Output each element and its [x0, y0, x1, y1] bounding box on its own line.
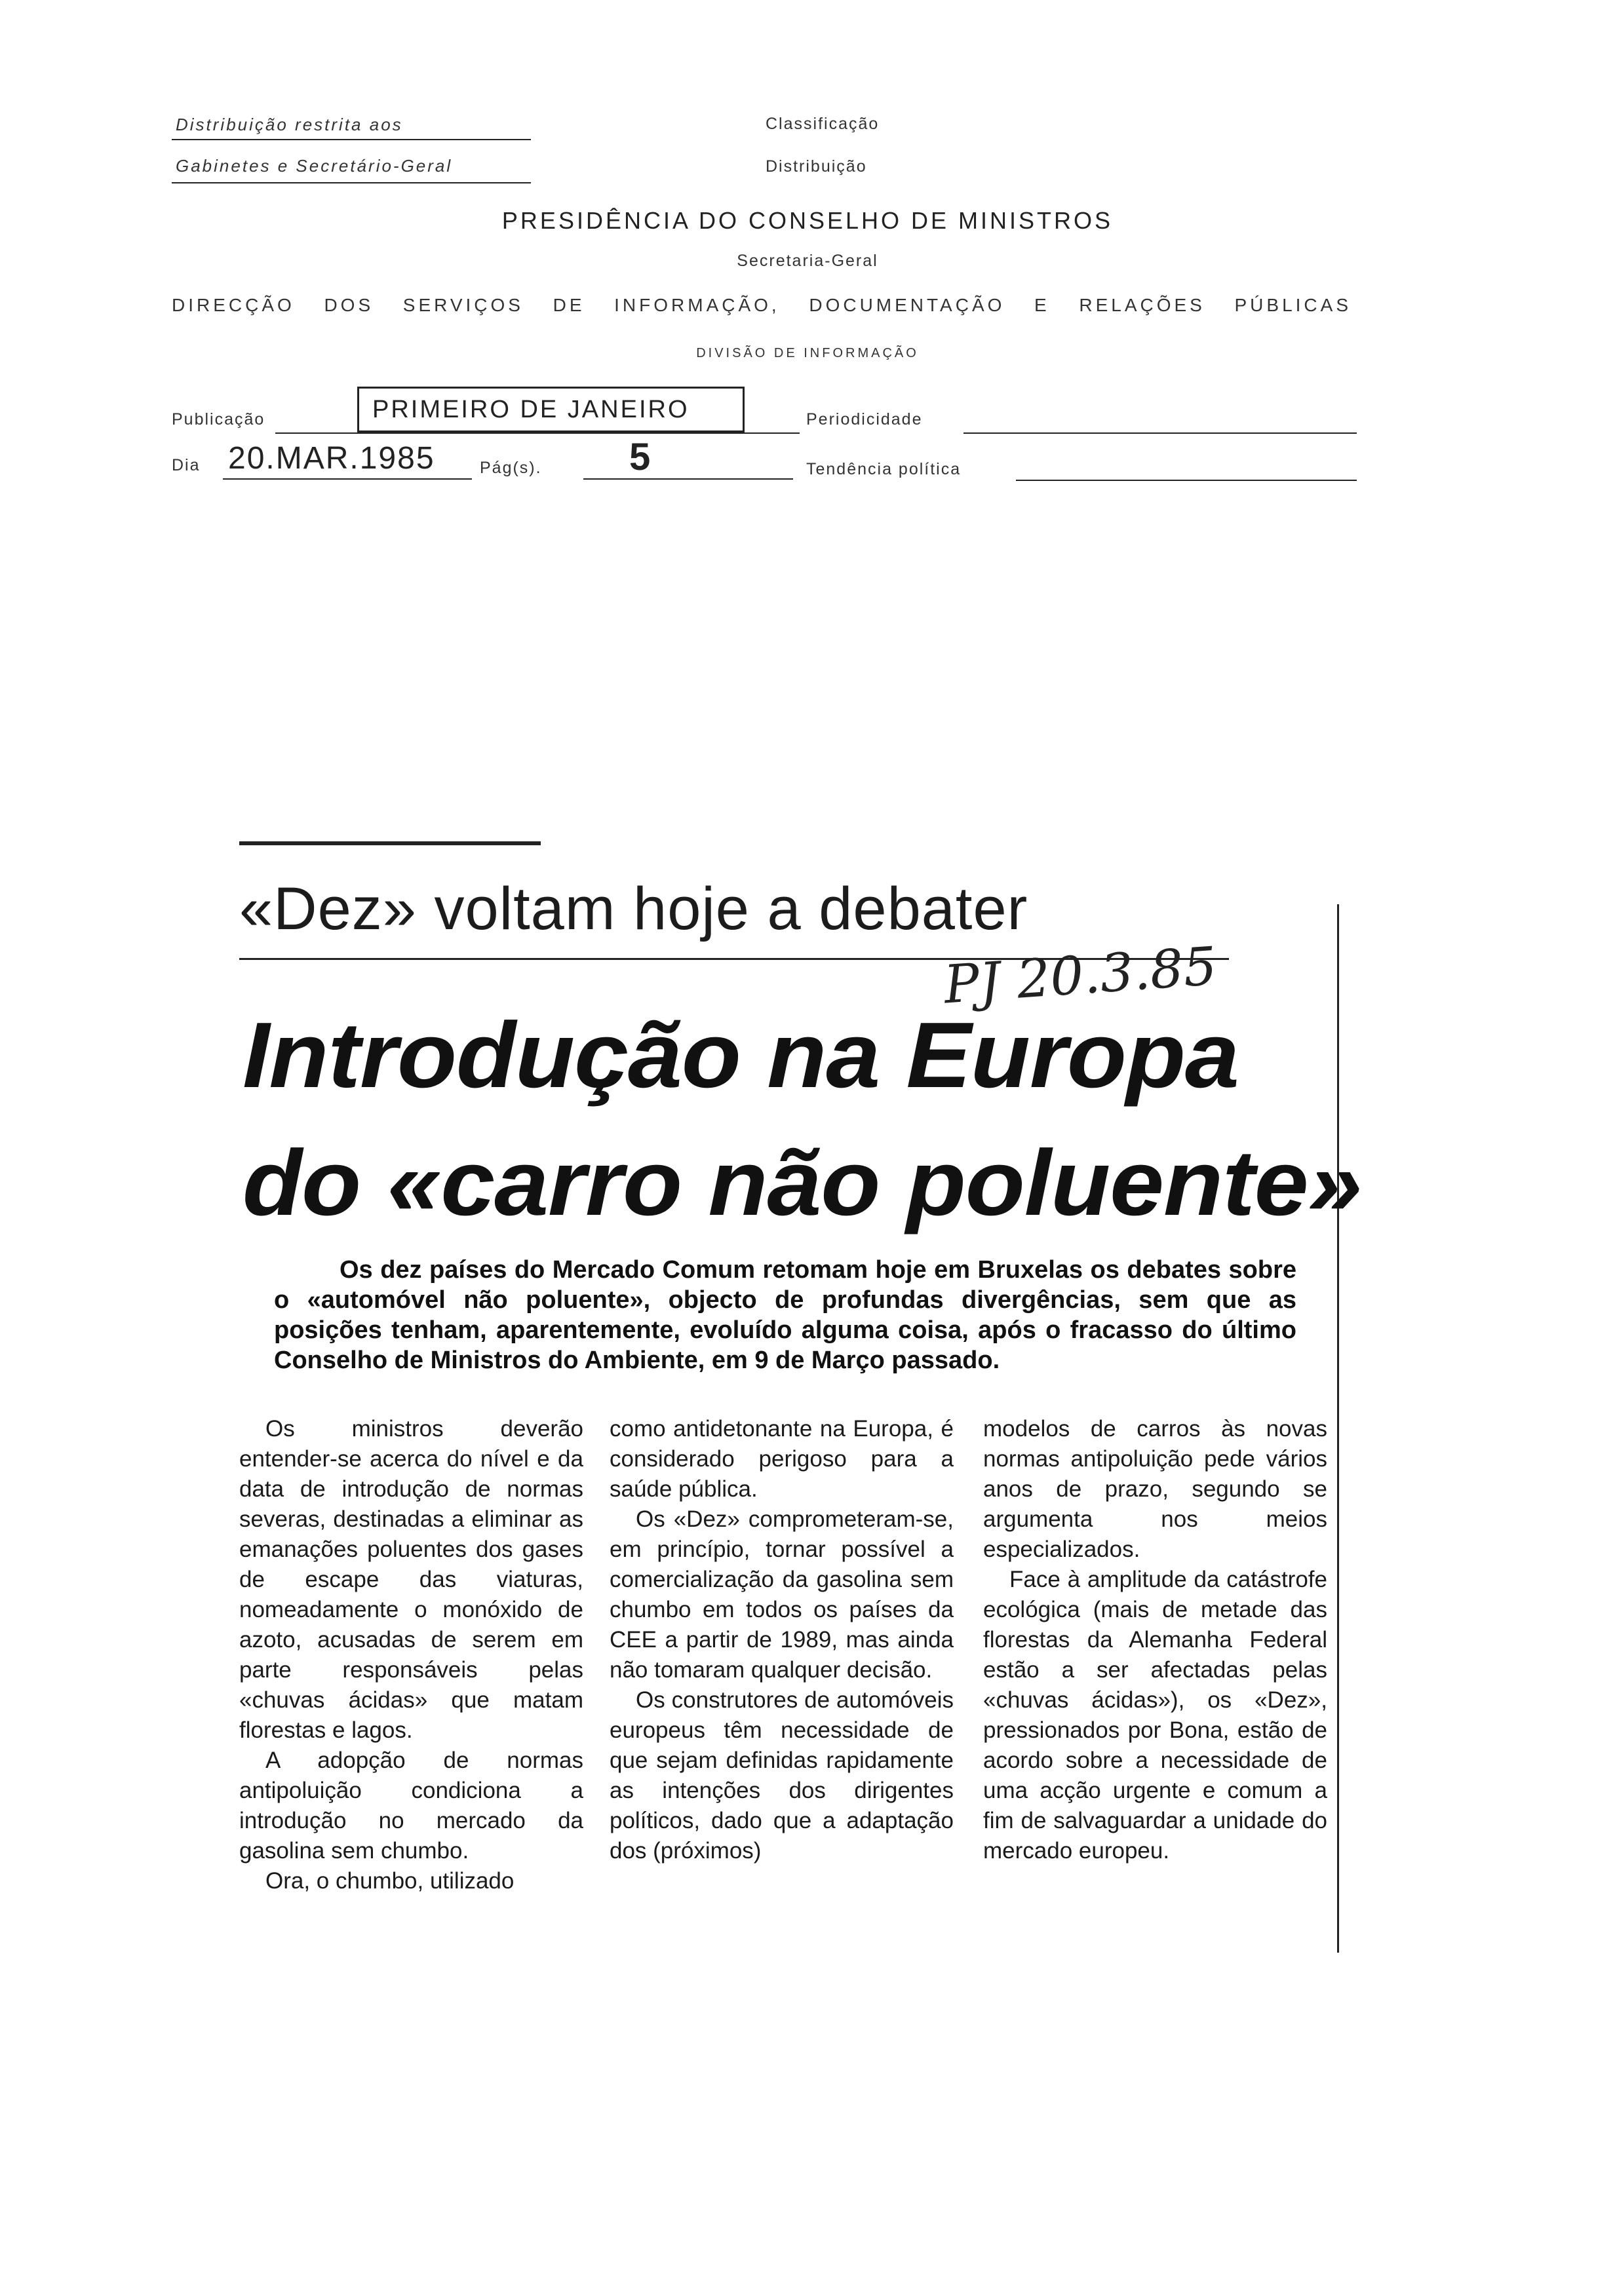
publicacao-label: Publicação [172, 410, 265, 429]
divider [172, 182, 531, 183]
column-2 [610, 1414, 954, 1866]
tendencia-label: Tendência política [806, 460, 962, 478]
pags-underline [583, 478, 793, 480]
periodicidade-label: Periodicidade [806, 410, 923, 429]
direction-title: DIRECÇÃO DOS SERVIÇOS DE INFORMAÇÃO, DOCUMENTAÇÃO E RELAÇÕES PÚBLICAS [172, 295, 1352, 315]
publication-stamp: PRIMEIRO DE JANEIRO [357, 387, 745, 432]
col3-paragraph-1: modelos de carros às novas normas antipoluição pede vários anos de prazo, segundo se argumenta nos meios especializados. [983, 1416, 1327, 1562]
distribution-restricted-line2: Gabinetes e Secretário-Geral [176, 156, 453, 176]
periodicidade-underline [963, 432, 1357, 434]
col2-paragraph-1: como antidetonante na Europa, é considerado perigoso para a saúde pública. [610, 1416, 954, 1502]
article-lead: Os dez países do Mercado Comum retomam hoje em Bruxelas os debates sobre o «automóvel não poluente», objecto de profundas divergências, sem que as posições tenham, aparentemente, evoluído alguma coisa, após o fracasso do último Conselho de Ministros do Ambiente, em 9 de Março passado. [274, 1256, 1296, 1374]
right-column-rule [1337, 904, 1339, 1953]
tendencia-underline [1016, 480, 1357, 481]
dia-underline [223, 478, 472, 480]
col1-paragraph-2: A adopção de normas antipoluição condiciona a introdução no mercado da gasolina sem chumbo. [239, 1748, 583, 1864]
publicacao-underline [275, 432, 800, 434]
column-3 [983, 1414, 1327, 1866]
headline-line2: do «carro não poluente» [243, 1131, 1362, 1235]
pags-label: Pág(s). [480, 459, 542, 477]
distribution-label: Distribuição [766, 157, 867, 176]
col2-paragraph-3: Os construtores de automóveis europeus têm necessidade de que sejam definidas rapidamente as intenções dos dirigentes políticos, dado que a adaptação dos (próximos) [610, 1687, 954, 1864]
top-rule [239, 841, 541, 845]
distribution-restricted-line1: Distribuição restrita aos [176, 115, 403, 134]
col1-paragraph-3: Ora, o chumbo, utilizado [265, 1868, 515, 1894]
handwritten-date-note: PJ 20.3.85 [942, 935, 1219, 1016]
divider [172, 139, 531, 140]
col1-paragraph-1: Os ministros deverão entender-se acerca do nível e da data de introdução de normas severas, destinadas a eliminar as emanações poluentes dos gases de escape das viaturas, nomeadamente o monóxido de azoto, acusadas de serem em parte responsáveis pelas «chuvas ácidas» que matam florestas e lagos. [239, 1416, 583, 1743]
col2-paragraph-2: Os «Dez» comprometeram-se, em princípio, tornar possível a comercialização da gasolina sem chumbo em todos os países da CEE a partir de 1989, mas ainda não tomaram qualquer decisão. [610, 1506, 954, 1683]
dia-value: 20.MAR.1985 [228, 441, 435, 476]
headline-line1: Introdução na Europa [243, 1003, 1239, 1107]
org-title: PRESIDÊNCIA DO CONSELHO DE MINISTROS [501, 207, 1114, 234]
sub-org-title: Secretaria-Geral [737, 252, 878, 270]
column-1 [239, 1414, 583, 1896]
pags-value: 5 [629, 436, 652, 478]
classification-label: Classificação [766, 115, 880, 133]
article-kicker: «Dez» voltam hoje a debater [239, 875, 1028, 942]
dia-label: Dia [172, 456, 201, 474]
col3-paragraph-2: Face à amplitude da catástrofe ecológica (mais de metade das florestas da Alemanha Federal estão a ser afectadas pelas «chuvas ácidas»), os «Dez», pressionados por Bona, estão de acordo sobre a necessidade de uma acção urgente e comum a fim de salvaguardar a unidade do mercado europeu. [983, 1567, 1327, 1864]
division-title: DIVISÃO DE INFORMAÇÃO [696, 346, 919, 360]
